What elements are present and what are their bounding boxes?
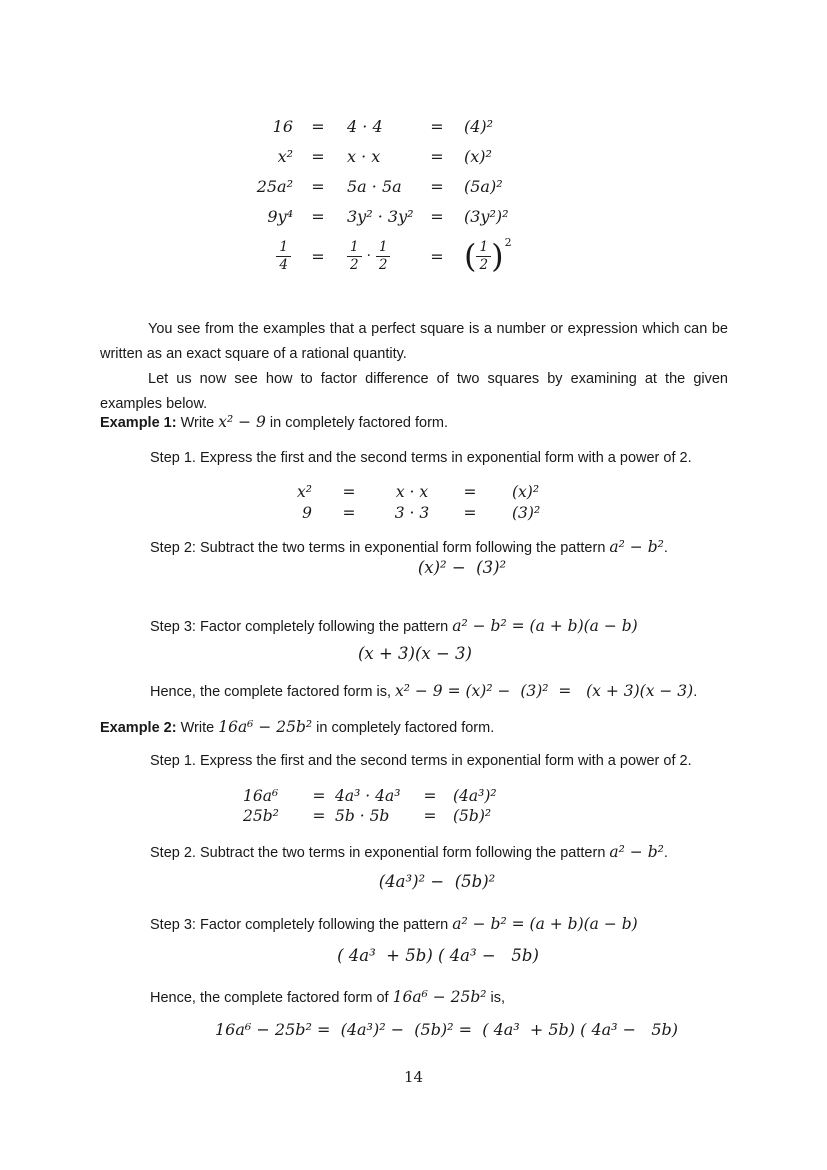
equals-sign: = xyxy=(463,503,477,522)
example2-text-before: Write xyxy=(180,720,215,736)
fraction-numerator: 1 xyxy=(378,238,388,255)
example1-step2-equation: (x)² − (3)² xyxy=(417,558,507,577)
example1-label: Example 1: xyxy=(100,415,177,431)
example2-step3-equation: ( 4a³ + 5b) ( 4a³ − 5b) xyxy=(337,946,539,965)
example2-step2-equation: (4a³)² − (5b)² xyxy=(378,872,496,891)
math-cell-lhs: 9 xyxy=(302,503,312,522)
example2-heading xyxy=(100,718,494,736)
step2-text: Step 2. Subtract the two terms in exponential form following the pattern xyxy=(150,845,606,861)
example2-step1-table xyxy=(243,786,497,826)
multiplication-dot: · xyxy=(366,248,371,264)
equals-sign: = xyxy=(342,482,356,501)
paragraph-lets-examine: Let us now see how to factor difference of two squares by examining at the given examples below. xyxy=(100,370,728,412)
math-cell-product: 5a · 5a xyxy=(347,176,402,196)
step3-math: a² − b² = (a + b)(a − b) xyxy=(452,617,638,635)
open-paren: ( xyxy=(464,237,477,275)
example2-step2 xyxy=(150,843,668,861)
math-cell-product: 3 · 3 xyxy=(394,503,430,522)
hence-text: Hence, the complete factored form is, xyxy=(150,684,391,700)
math-cell-product: 4 · 4 xyxy=(347,116,383,136)
page-number: 14 xyxy=(403,1068,424,1086)
math-cell-lhs: 16a⁶ xyxy=(243,787,279,805)
equals-sign: = xyxy=(312,807,326,825)
fraction-numerator: 1 xyxy=(479,238,489,255)
example1-step2 xyxy=(150,538,668,556)
math-cell-product: 5b · 5b xyxy=(335,807,390,825)
math-cell-product: 4a³ · 4a³ xyxy=(335,787,401,805)
step2-text: Step 2: Subtract the two terms in exponential form following the pattern xyxy=(150,540,606,556)
equals-sign: = xyxy=(311,246,325,266)
hence-suffix: is, xyxy=(490,990,506,1006)
example2-step3 xyxy=(150,915,638,933)
perfect-squares-table xyxy=(225,111,509,231)
math-cell-square: (4a³)² xyxy=(453,787,497,805)
equals-sign: = xyxy=(430,206,444,226)
fraction-one-fourth xyxy=(225,240,297,273)
step3-text: Step 3: Factor completely following the pattern xyxy=(150,917,449,933)
fraction-denominator: 2 xyxy=(476,256,491,273)
example2-step1: Step 1. Express the first and the second terms in exponential form with a power of 2. xyxy=(150,753,692,769)
step3-math: a² − b² = (a + b)(a − b) xyxy=(452,915,638,933)
step2-math: a² − b² xyxy=(609,843,664,861)
example2-final-equation: 16a⁶ − 25b² = (4a³)² − (5b)² = ( 4a³ + 5b) ( 4a³ − 5b) xyxy=(215,1020,678,1039)
fraction-numerator: 1 xyxy=(279,238,288,255)
fraction-denominator: 2 xyxy=(347,256,362,273)
fraction-squared xyxy=(451,235,512,275)
step2-math: a² − b² xyxy=(609,538,664,556)
math-cell-square: (3y²)² xyxy=(464,206,509,226)
step3-text: Step 3: Factor completely following the pattern xyxy=(150,619,449,635)
hence-period: . xyxy=(693,684,698,700)
equals-sign: = xyxy=(430,176,444,196)
fraction-denominator: 2 xyxy=(376,256,391,273)
fraction-product xyxy=(339,240,423,273)
fraction-denominator: 4 xyxy=(276,256,291,273)
example1-math: x² − 9 xyxy=(218,413,266,431)
example1-heading xyxy=(100,413,448,431)
equals-sign: = xyxy=(430,116,444,136)
step2-period: . xyxy=(663,845,668,861)
math-cell-square: (3)² xyxy=(512,503,541,522)
fraction xyxy=(276,240,291,273)
paragraph-perfect-square: You see from the examples that a perfect square is a number or expression which can be written as an exact square of a rational quantity. xyxy=(100,320,728,362)
hence-text: Hence, the complete factored form of xyxy=(150,990,389,1006)
equals-sign: = xyxy=(430,146,444,166)
math-cell-lhs: x² xyxy=(297,482,312,501)
equals-sign: = xyxy=(423,787,437,805)
fraction xyxy=(347,240,362,273)
close-paren: ) xyxy=(491,237,504,275)
equals-sign: = xyxy=(311,146,325,166)
math-cell-lhs: 25b² xyxy=(243,807,279,825)
perfect-squares-fraction-row xyxy=(225,231,511,281)
hence-math: 16a⁶ − 25b² xyxy=(392,988,487,1006)
example2-math: 16a⁶ − 25b² xyxy=(218,718,313,736)
equals-sign: = xyxy=(311,206,325,226)
math-cell-lhs: 9y⁴ xyxy=(267,206,293,226)
math-cell-lhs: 16 xyxy=(272,116,293,136)
fraction xyxy=(476,240,491,273)
example1-conclusion xyxy=(150,682,697,700)
math-cell-square: (4)² xyxy=(464,116,494,136)
equals-sign: = xyxy=(311,176,325,196)
step2-period: . xyxy=(663,540,668,556)
math-cell-product: x · x xyxy=(347,146,381,166)
equals-sign: = xyxy=(423,807,437,825)
exponent: 2 xyxy=(504,235,512,249)
example2-label: Example 2: xyxy=(100,720,177,736)
fraction-numerator: 1 xyxy=(350,238,359,255)
equals-sign: = xyxy=(312,787,326,805)
math-cell-product: x · x xyxy=(395,482,429,501)
equals-sign: = xyxy=(430,246,444,266)
example1-text-after: in completely factored form. xyxy=(269,415,449,431)
example2-conclusion xyxy=(150,988,505,1006)
math-cell-square: (x)² xyxy=(512,482,540,501)
example1-text-before: Write xyxy=(180,415,215,431)
equals-sign: = xyxy=(463,482,477,501)
math-cell-square: (5b)² xyxy=(453,807,492,825)
equals-sign: = xyxy=(342,503,356,522)
math-cell-square: (5a)² xyxy=(464,176,503,196)
example1-step1: Step 1. Express the first and the second terms in exponential form with a power of 2. xyxy=(150,450,692,466)
example1-step1-table xyxy=(280,481,540,523)
math-cell-lhs: 25a² xyxy=(256,176,293,196)
math-cell-square: (x)² xyxy=(464,146,492,166)
math-cell-lhs: x² xyxy=(277,146,293,166)
fraction xyxy=(376,240,391,273)
hence-math: x² − 9 = (x)² − (3)² = (x + 3)(x − 3) xyxy=(395,682,694,700)
example1-step3-equation: (x + 3)(x − 3) xyxy=(358,644,472,663)
example1-step3 xyxy=(150,617,638,635)
math-cell-product: 3y² · 3y² xyxy=(347,206,414,226)
example2-text-after: in completely factored form. xyxy=(316,720,495,736)
equals-sign: = xyxy=(311,116,325,136)
